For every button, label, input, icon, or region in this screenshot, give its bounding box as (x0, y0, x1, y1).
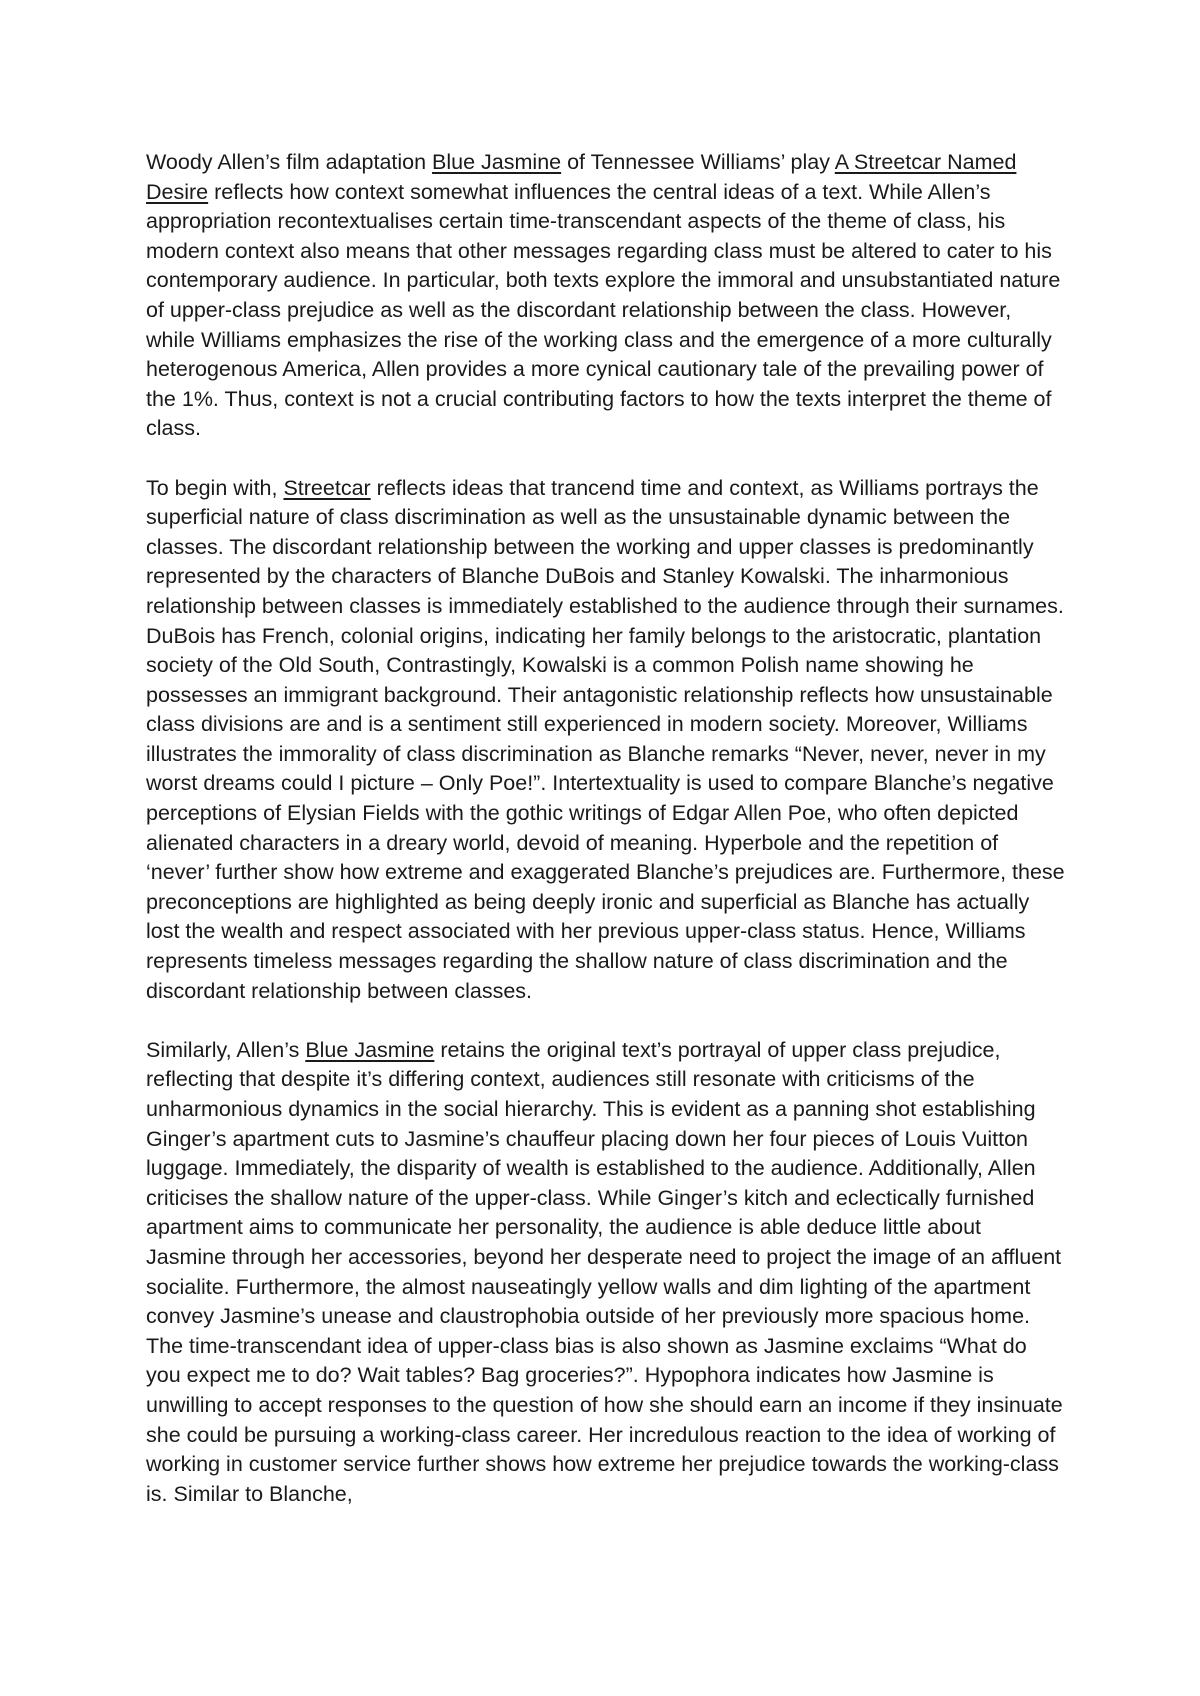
title-streetcar: Streetcar (283, 475, 371, 500)
text-run: To begin with, (146, 475, 284, 500)
text-run: reflects ideas that trancend time and context, as Williams portrays the superficial nature of class discrimination as well as the unsustainable dynamic between the classes. The discordant relationship between the working and upper classes is predominantly represented by the characters of Blanche DuBois and Stanley Kowalski. The inharmonious relationship between classes is immediately established to the audience through their surnames. DuBois has French, colonial origins, indicating her family belongs to the aristocratic, plantation society of the Old South, Contrastingly, Kowalski is a common Polish name showing he possesses an immigrant background. Their antagonistic relationship reflects how unsustainable class divisions are and is a sentiment still experienced in modern society. Moreover, Williams illustrates the immorality of class discrimination as Blanche remarks “Never, never, never in my worst dreams could I picture – Only Poe!”. Intertextuality is used to compare Blanche’s negative perceptions of Elysian Fields with the gothic writings of Edgar Allen Poe, who often depicted alienated characters in a dreary world, devoid of meaning. Hyperbole and the repetition of ‘never’ further show how extreme and exaggerated Blanche’s prejudices are. Furthermore, these preconceptions are highlighted as being deeply ironic and superficial as Blanche has actually lost the wealth and respect associated with her previous upper-class status. Hence, Williams represents timeless messages regarding the shallow nature of class discrimination and the discordant relationship between classes. (146, 475, 1065, 1003)
text-run: of Tennessee Williams’ play (561, 150, 835, 174)
title-blue-jasmine: Blue Jasmine (432, 150, 562, 174)
paragraph-introduction (146, 148, 1066, 444)
paragraph-blue-jasmine (146, 1036, 1066, 1510)
title-blue-jasmine: Blue Jasmine (305, 1037, 435, 1062)
essay-body (146, 148, 1066, 1509)
text-run: Similarly, Allen’s (146, 1037, 306, 1062)
text-run: Woody Allen’s film adaptation (146, 150, 433, 174)
paragraph-streetcar (146, 474, 1066, 1007)
title-a-streetcar-named-desire: A Streetcar Named Desire (146, 150, 1017, 204)
text-run: reflects how context somewhat influences the central ideas of a text. While Allen’s appropriation recontextualises certain time-transcendant aspects of the theme of class, his modern context also means that other messages regarding class must be altered to cater to his contemporary audience. In particular, both texts explore the immoral and unsubstantiated nature of upper-class prejudice as well as the discordant relationship between the class. However, while Williams emphasizes the rise of the working class and the emergence of a more culturally heterogenous America, Allen provides a more cynical cautionary tale of the prevailing power of the 1%. Thus, context is not a crucial contributing factors to how the texts interpret the theme of class. (146, 179, 1061, 441)
text-run: retains the original text’s portrayal of upper class prejudice, reflecting that despite it’s differing context, audiences still resonate with criticisms of the unharmonious dynamics in the social hierarchy. This is evident as a panning shot establishing Ginger’s apartment cuts to Jasmine’s chauffeur placing down her four pieces of Louis Vuitton luggage. Immediately, the disparity of wealth is established to the audience. Additionally, Allen criticises the shallow nature of the upper-class. While Ginger’s kitch and eclectically furnished apartment aims to communicate her personality, the audience is able deduce little about Jasmine through her accessories, beyond her desperate need to project the image of an affluent socialite. Furthermore, the almost nauseatingly yellow walls and dim lighting of the apartment convey Jasmine’s unease and claustrophobia outside of her previously more spacious home. The time-transcendant idea of upper-class bias is also shown as Jasmine exclaims “What do you expect me to do? Wait tables? Bag groceries?”. Hypophora indicates how Jasmine is unwilling to accept responses to the question of how she should earn an income if they insinuate she could be pursuing a working-class career. Her incredulous reaction to the idea of working of working in customer service further shows how extreme her prejudice towards the working-class is. Similar to Blanche, (146, 1037, 1063, 1506)
